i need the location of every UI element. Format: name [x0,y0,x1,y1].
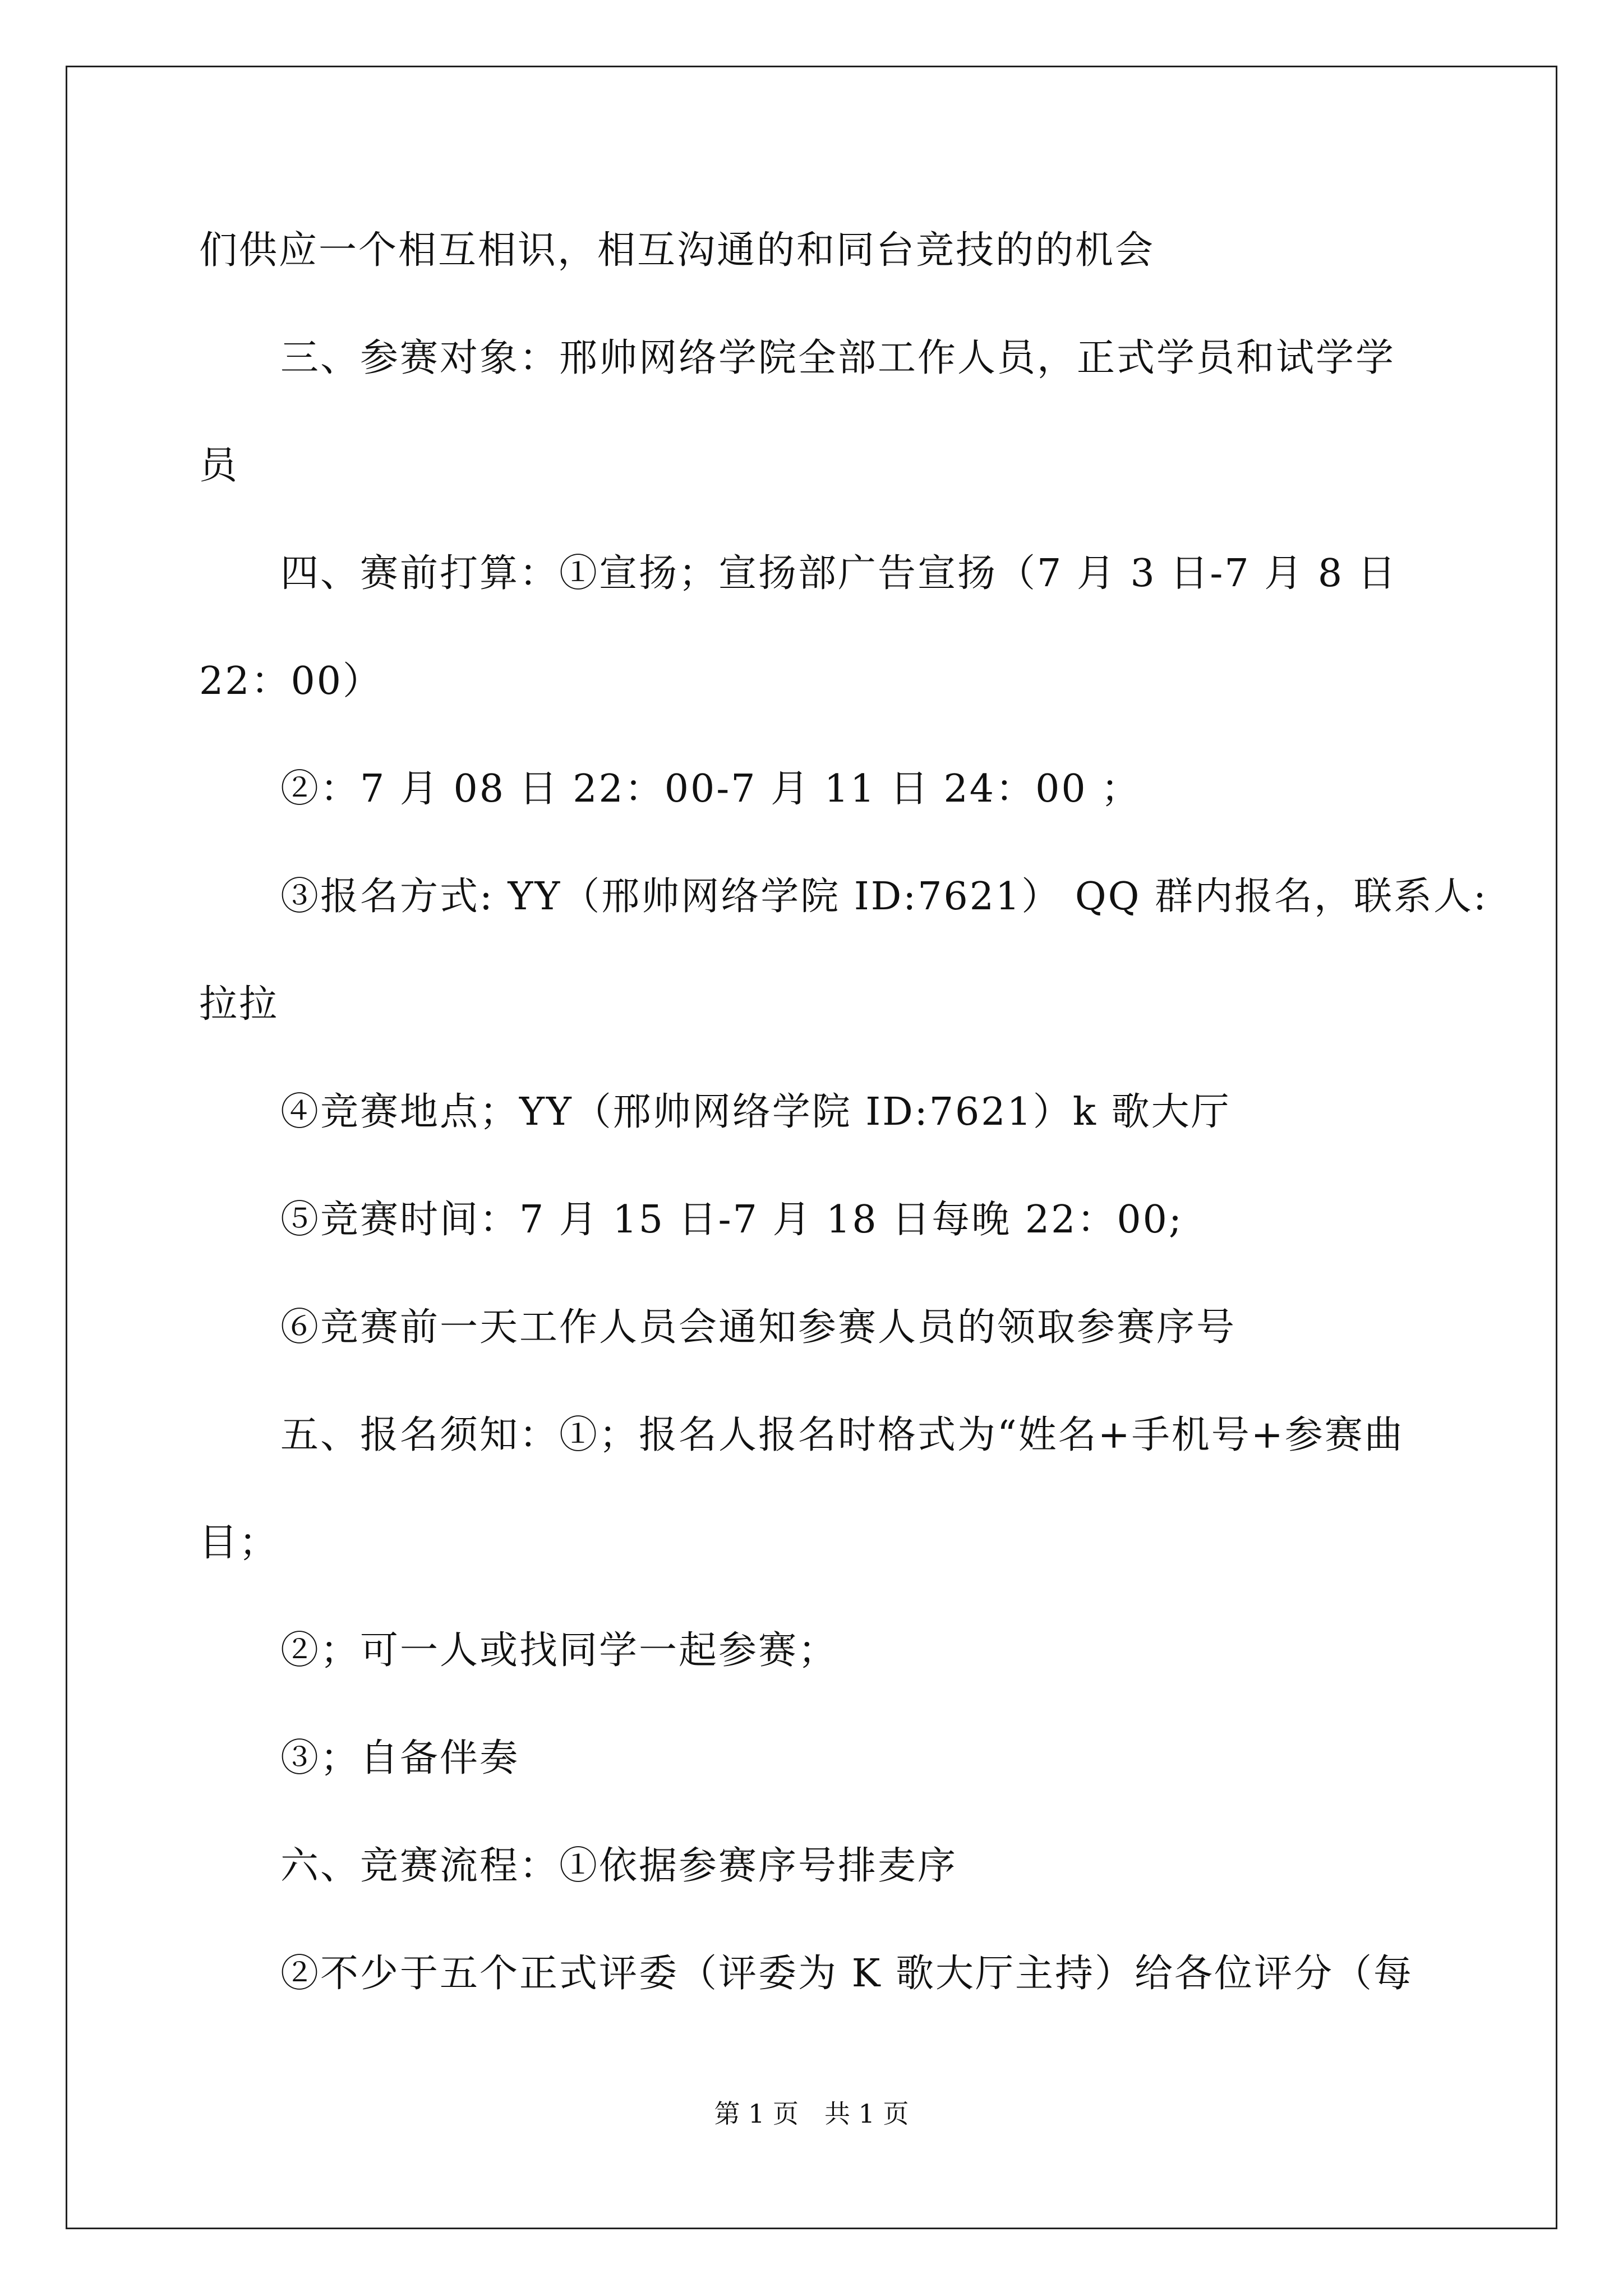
text-line-2: 三、参赛对象：邢帅网络学院全部工作人员，正式学员和试学学 [280,336,1396,380]
page-footer: 第 1 页 共 1 页 [714,2099,909,2129]
text-line-11: ⑥竞赛前一天工作人员会通知参赛人员的领取参赛序号 [280,1305,1237,1350]
text-line-9: ④竞赛地点；YY（邢帅网络学院 ID:7621）k 歌大厅 [280,1090,1231,1134]
text-line-14: ②；可一人或找同学一起参赛； [280,1628,838,1673]
text-line-3: 员 [199,444,239,488]
text-line-15: ③；自备伴奏 [280,1736,520,1780]
text-line-7: ③报名方式: YY（邢帅网络学院 ID:7621） QQ 群内报名，联系人: [280,875,1488,919]
text-line-8: 拉拉 [199,982,279,1027]
text-line-17: ②不少于五个正式评委（评委为 K 歌大厅主持）给各位评分（每 [280,1952,1414,1996]
page-border [66,66,1557,2229]
text-line-12: 五、报名须知：①；报名人报名时格式为“姓名+手机号+参赛曲 [280,1413,1404,1457]
text-line-1: 们供应一个相互相识，相互沟通的和同台竞技的的机会 [199,228,1155,273]
text-line-6: ②：7 月 08 日 22：00-7 月 11 日 24：00 ； [280,767,1141,811]
text-line-4: 四、赛前打算：①宣扬；宣扬部广告宣扬（7 月 3 日-7 月 8 日 [280,551,1398,596]
text-line-13: 目； [199,1521,279,1565]
text-line-16: 六、竞赛流程：①依据参赛序号排麦序 [280,1844,958,1888]
text-line-10: ⑤竞赛时间：7 月 15 日-7 月 18 日每晚 22：00; [280,1198,1183,1242]
text-line-5: 22：00） [199,659,383,703]
